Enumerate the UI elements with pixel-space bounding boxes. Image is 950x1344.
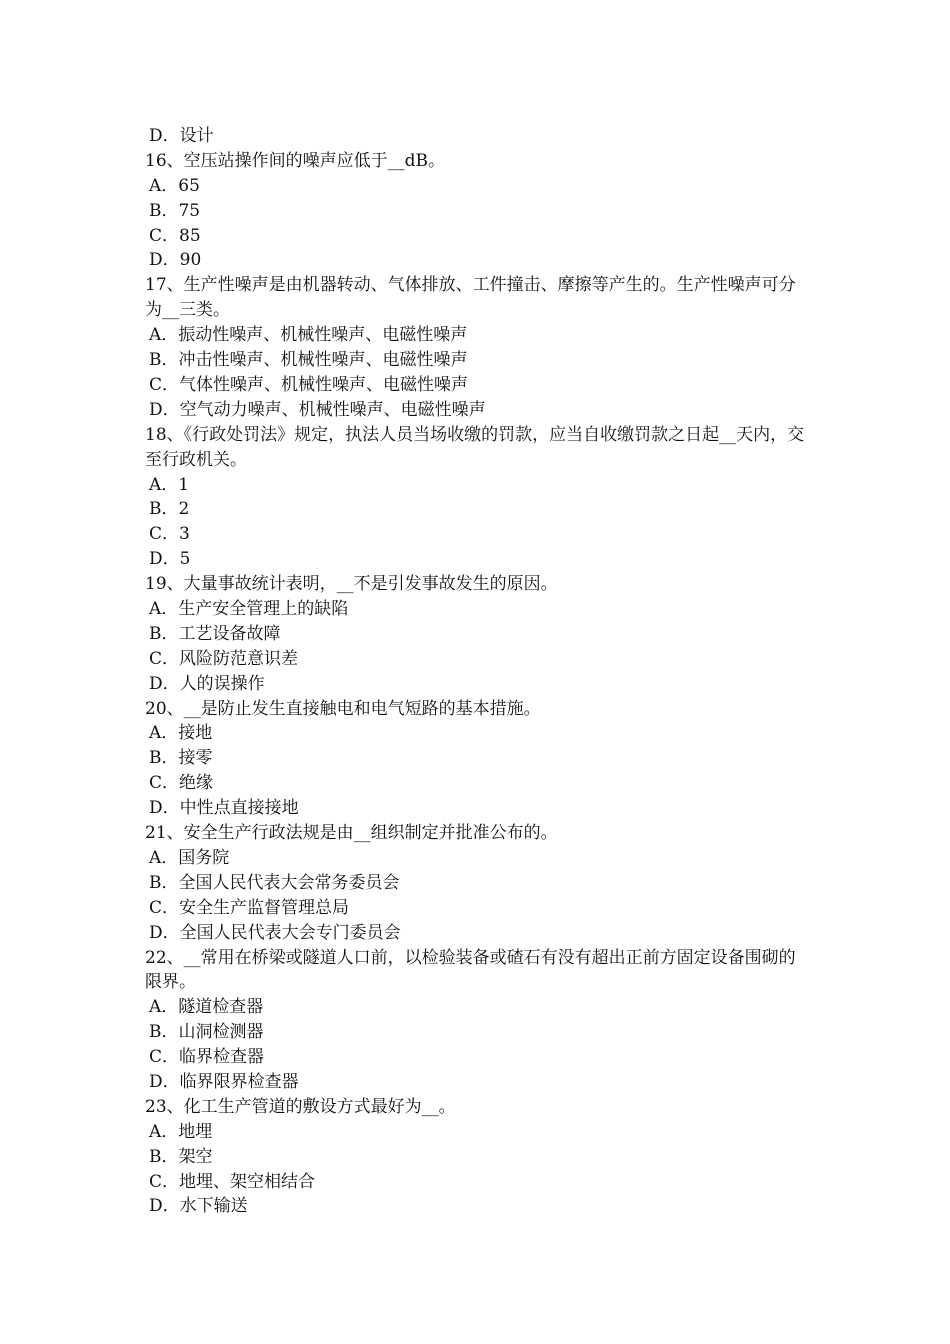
answer-option: D．临界限界检查器: [149, 1072, 299, 1092]
answer-option: D．90: [149, 250, 202, 271]
question-text: 20、__是防止发生直接触电和电气短路的基本措施。: [145, 698, 541, 719]
answer-option: A．1: [149, 474, 190, 495]
answer-option: D．设计: [149, 126, 214, 146]
answer-option: A．65: [149, 175, 200, 196]
question-text: 18、《行政处罚法》规定，执法人员当场收缴的罚款，应当自收缴罚款之日起__天内，交至行政机关。: [145, 424, 805, 470]
question-text: 16、空压站操作间的噪声应低于__dB。: [145, 150, 446, 171]
answer-option: C．临界检查器: [149, 1047, 265, 1068]
answer-option: C．85: [149, 225, 201, 246]
answer-option: B．接零: [149, 748, 213, 769]
question-list: [145, 124, 810, 1219]
question-text: 17、生产性噪声是由机器转动、气体排放、工件撞击、摩擦等产生的。生产性噪声可分为__三类。: [145, 275, 796, 321]
answer-option: B．架空: [149, 1146, 213, 1167]
answer-option: D．水下输送: [149, 1196, 248, 1217]
answer-option: C．3: [149, 524, 190, 545]
answer-option: C．绝缘: [149, 773, 214, 794]
answer-option: D．5: [149, 549, 191, 570]
answer-option: A．振动性噪声、机械性噪声、电磁性噪声: [149, 325, 468, 346]
answer-option: C．地埋、架空相结合: [149, 1171, 316, 1192]
answer-option: D．全国人民代表大会专门委员会: [149, 922, 401, 943]
answer-option: D．空气动力噪声、机械性噪声、电磁性噪声: [149, 399, 486, 420]
answer-option: A．接地: [149, 723, 213, 744]
answer-option: B．工艺设备故障: [149, 623, 281, 644]
question-text: 19、大量事故统计表明，__不是引发事故发生的原因。: [145, 574, 558, 595]
answer-option: A．地埋: [149, 1121, 213, 1142]
answer-option: B．2: [149, 499, 190, 520]
question-text: 23、化工生产管道的敷设方式最好为__。: [145, 1096, 456, 1117]
answer-option: D．人的误操作: [149, 673, 265, 694]
answer-option: D．中性点直接接地: [149, 798, 299, 819]
answer-option: B．山洞检测器: [149, 1022, 264, 1043]
answer-option: B．全国人民代表大会常务委员会: [149, 872, 400, 893]
answer-option: B．75: [149, 200, 201, 221]
answer-option: A．生产安全管理上的缺陷: [149, 599, 349, 620]
question-text: 21、安全生产行政法规是由__组织制定并批准公布的。: [145, 823, 558, 844]
answer-option: C．风险防范意识差: [149, 648, 299, 669]
answer-option: A．隧道检查器: [149, 997, 264, 1018]
question-text: 22、__常用在桥梁或隧道人口前，以检验装备或碴石有没有超出正前方固定设备围砌的限界。: [145, 947, 796, 993]
answer-option: A．国务院: [149, 847, 230, 868]
answer-option: C．气体性噪声、机械性噪声、电磁性噪声: [149, 374, 469, 395]
answer-option: C．安全生产监督管理总局: [149, 897, 350, 918]
answer-option: B．冲击性噪声、机械性噪声、电磁性噪声: [149, 350, 468, 371]
